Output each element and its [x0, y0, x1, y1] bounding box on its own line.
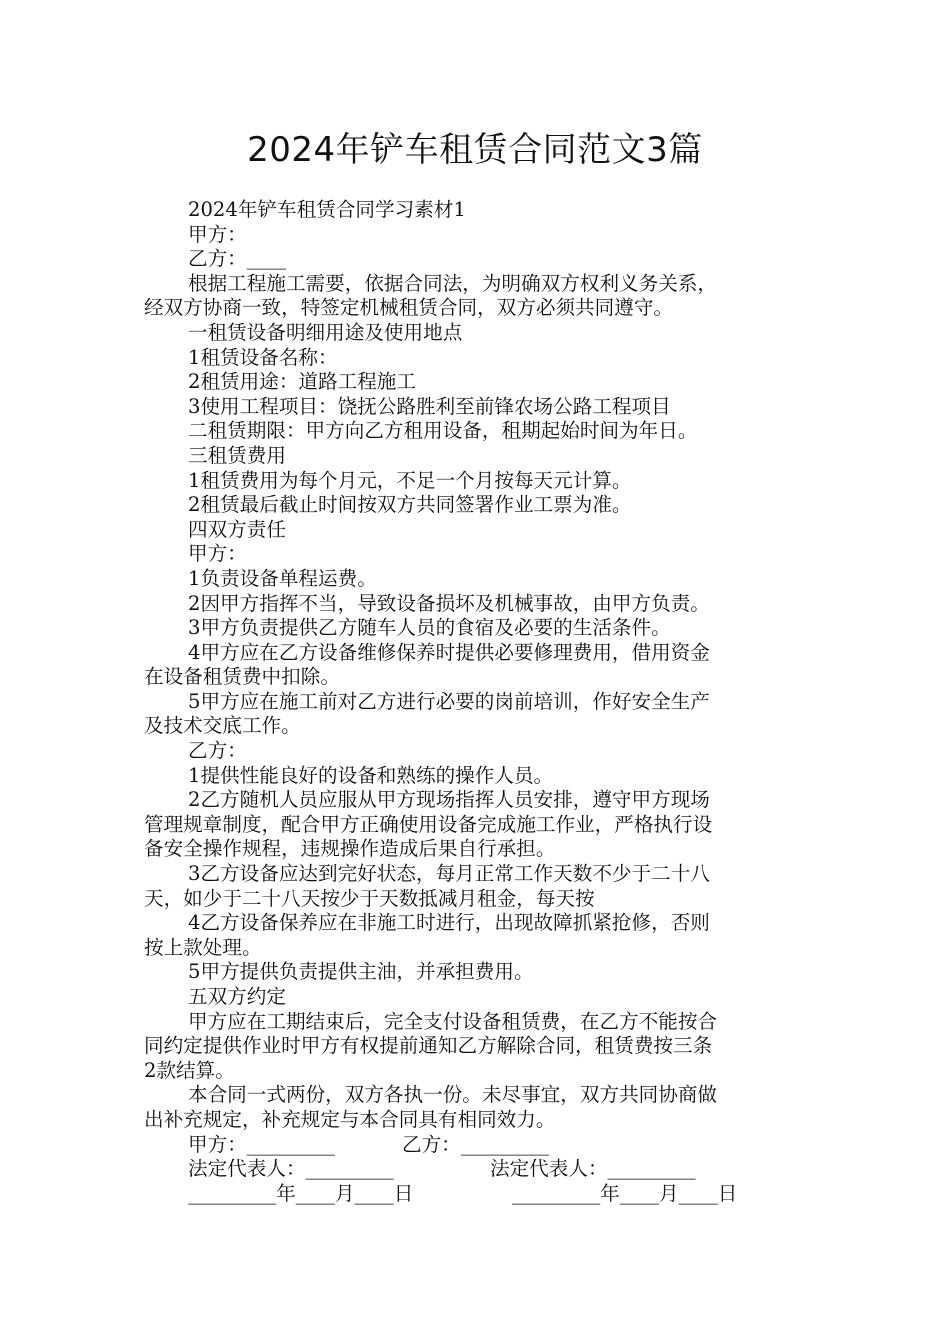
party-a-line: 甲方：	[188, 542, 247, 566]
paragraph-line: 在设备租赁费中扣除。	[144, 665, 340, 689]
paragraph-line: 4甲方应在乙方设备维修保养时提供必要修理费用，借用资金	[188, 640, 710, 664]
document-body	[144, 198, 808, 1206]
document-title: 2024年铲车租赁合同范文3篇	[247, 130, 703, 170]
party-a-date: _________年____月____日	[188, 1181, 414, 1205]
party-b-date: _________年____月____日	[512, 1181, 738, 1205]
paragraph-line: 1租赁费用为每个月元，不足一个月按每天元计算。	[188, 468, 632, 492]
subtitle-line: 2024年铲车租赁合同学习素材1	[188, 198, 466, 221]
paragraph-line: 出补充规定，补充规定与本合同具有相同效力。	[144, 1107, 556, 1131]
party-a-signature: 甲方：_________	[188, 1132, 335, 1156]
paragraph-line: 2款结算。	[144, 1058, 235, 1082]
signature-date-row	[144, 1182, 808, 1207]
section-heading: 五双方约定	[188, 985, 286, 1008]
paragraph-line: 备安全操作规程，违规操作造成后果自行承担。	[144, 837, 556, 861]
paragraph-line: 5甲方应在施工前对乙方进行必要的岗前培训，作好安全生产	[188, 689, 710, 713]
paragraph-line: 2因甲方指挥不当，导致设备损坏及机械事故，由甲方负责。	[188, 591, 710, 615]
paragraph-line: 5甲方提供负责提供主油，并承担费用。	[188, 960, 534, 984]
paragraph-line: 3使用工程项目：饶抚公路胜利至前锋农场公路工程项目	[188, 394, 671, 418]
paragraph-line: 根据工程施工需要，依据合同法，为明确双方权利义务关系，	[188, 271, 718, 295]
paragraph-line: 1提供性能良好的设备和熟练的操作人员。	[188, 763, 554, 787]
paragraph-line: 本合同一式两份，双方各执一份。未尽事宜，双方共同协商做	[188, 1083, 718, 1107]
party-a-representative: 法定代表人：_________	[188, 1157, 394, 1181]
signature-representative-row	[144, 1157, 808, 1182]
party-b-line: 乙方：____	[188, 247, 286, 271]
paragraph-line: 3乙方设备应达到完好状态，每月正常工作天数不少于二十八	[188, 862, 710, 886]
paragraph-line: 3甲方负责提供乙方随车人员的食宿及必要的生活条件。	[188, 616, 671, 640]
section-heading: 一租赁设备明细用途及使用地点	[188, 320, 463, 344]
paragraph-line: 同约定提供作业时甲方有权提前通知乙方解除合同，租赁费按三条	[144, 1034, 713, 1058]
paragraph-line: 按上款处理。	[144, 935, 262, 959]
paragraph-line: 天，如少于二十八天按少于天数抵减月租金，每天按	[144, 886, 595, 910]
paragraph-line: 1租赁设备名称：	[188, 345, 338, 369]
paragraph-line: 2租赁最后截止时间按双方共同签署作业工票为准。	[188, 493, 632, 517]
paragraph-line: 2租赁用途：道路工程施工	[188, 370, 416, 394]
paragraph-line: 管理规章制度，配合甲方正确使用设备完成施工作业，严格执行设	[144, 812, 713, 836]
paragraph-line: 2乙方随机人员应服从甲方现场指挥人员安排，遵守甲方现场	[188, 788, 710, 812]
signature-party-row	[144, 1133, 808, 1158]
paragraph-line: 及技术交底工作。	[144, 714, 301, 738]
party-b-signature: 乙方：_________	[402, 1132, 549, 1156]
paragraph-line: 1负责设备单程运费。	[188, 566, 377, 590]
party-b-representative: 法定代表人：_________	[490, 1157, 696, 1181]
paragraph-line: 4乙方设备保养应在非施工时进行，出现故障抓紧抢修，否则	[188, 911, 710, 935]
party-b-line: 乙方：	[188, 739, 247, 763]
section-heading: 四双方责任	[188, 517, 286, 541]
section-heading: 三租赁费用	[188, 443, 286, 467]
paragraph-line: 经双方协商一致，特签定机械租赁合同，双方必须共同遵守。	[144, 296, 674, 320]
party-a-line: 甲方：	[188, 222, 247, 246]
section-heading: 二租赁期限：甲方向乙方租用设备，租期起始时间为年日。	[188, 419, 698, 443]
paragraph-line: 甲方应在工期结束后，完全支付设备租赁费，在乙方不能按合	[188, 1009, 718, 1033]
